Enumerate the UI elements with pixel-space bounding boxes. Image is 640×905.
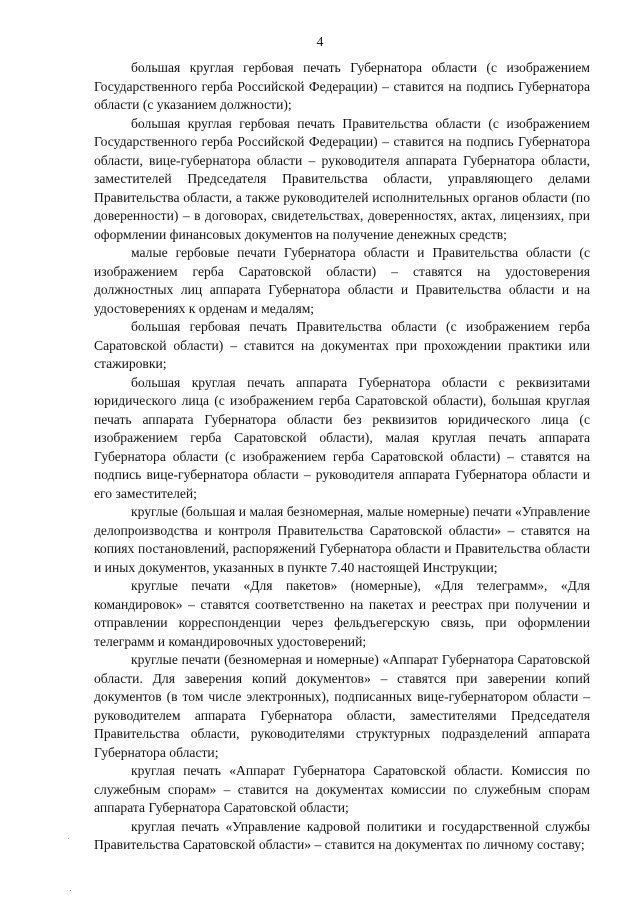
document-body [94,59,590,855]
seal-item-paragraph: круглая печать «Управление кадровой политики и государственной службы Правительства Саратовской области» – ставится на документах по личному составу; [94,818,590,852]
seal-item-paragraph: круглые печати (безномерная и номерные) «Аппарат Губернатора Саратовской области. Для заверения копий документов» – ставятся при заверении копий документов (в том числе электронных), подписанных вице-губернатором области – руководителем аппарата Губернатора области, заместителями Председателя Правительства области, руководителями структурных подразделений аппарата Губернатора области; [94,652,590,760]
seal-item-paragraph: большая круглая гербовая печать Правительства области (с изображением Государственного герба Российской Федерации) – ставится на подпись Губернатора области, вице-губернатора области – руководителя аппарата Губернатора области, заместителей Председателя Правительства области, управляющего делами Правительства области, а также руководителей исполнительных органов области (по доверенности) – в договорах, свидетельствах, доверенностях, актах, лицензиях, при оформлении финансовых документов на получение денежных средств; [94,115,590,242]
seal-item-paragraph: большая круглая гербовая печать Губернатора области (с изображением Государственного герба Российской Федерации) – ставится на подпись Губернатора области (с указанием должности); [94,60,590,112]
seal-item-paragraph: круглая печать «Аппарат Губернатора Саратовской области. Комиссия по служебным спорам» – ставится на документах комиссии по служебным спорам аппарата Губернатора Саратовской области; [94,763,590,815]
scan-speck [68,838,69,839]
seal-item-paragraph: большая гербовая печать Правительства области (с изображением герба Саратовской области) – ставится на документах при прохождении практики или стажировки; [94,319,590,371]
seal-item-paragraph: малые гербовые печати Губернатора области и Правительства области (с изображением герба Саратовской области) – ставятся на удостоверения должностных лиц аппарата Губернатора области и Правительства области и на удостоверениях к орденам и медалям; [94,245,590,316]
page-number: 4 [316,34,324,49]
seal-item-paragraph: круглые (большая и малая безномерная, малые номерные) печати «Управление делопроизводства и контроля Правительства Саратовской области» – ставятся на копиях постановлений, распоряжений Губернатора области и Правительства области и иных документов, указанных в пункте 7.40 настоящей Инструкции; [94,504,590,575]
scan-speck [70,890,71,891]
seal-item-paragraph: большая круглая печать аппарата Губернатора области с реквизитами юридического лица (с изображением герба Саратовской области), большая круглая печать аппарата Губернатора области без реквизитов юридического лица (с изображением герба Саратовской области), малая круглая печать аппарата Губернатора области (с изображением герба Саратовской области) – ставятся на подпись вице-губернатора области – руководителя аппарата Губернатора области и его заместителей; [94,374,590,501]
seal-item-paragraph: круглые печати «Для пакетов» (номерные), «Для телеграмм», «Для командировок» – ставятся соответственно на пакетах и реестрах при получении и отправлении корреспонденции через фельдъегерскую связь, при оформлении телеграмм и командировочных удостоверений; [94,578,590,649]
